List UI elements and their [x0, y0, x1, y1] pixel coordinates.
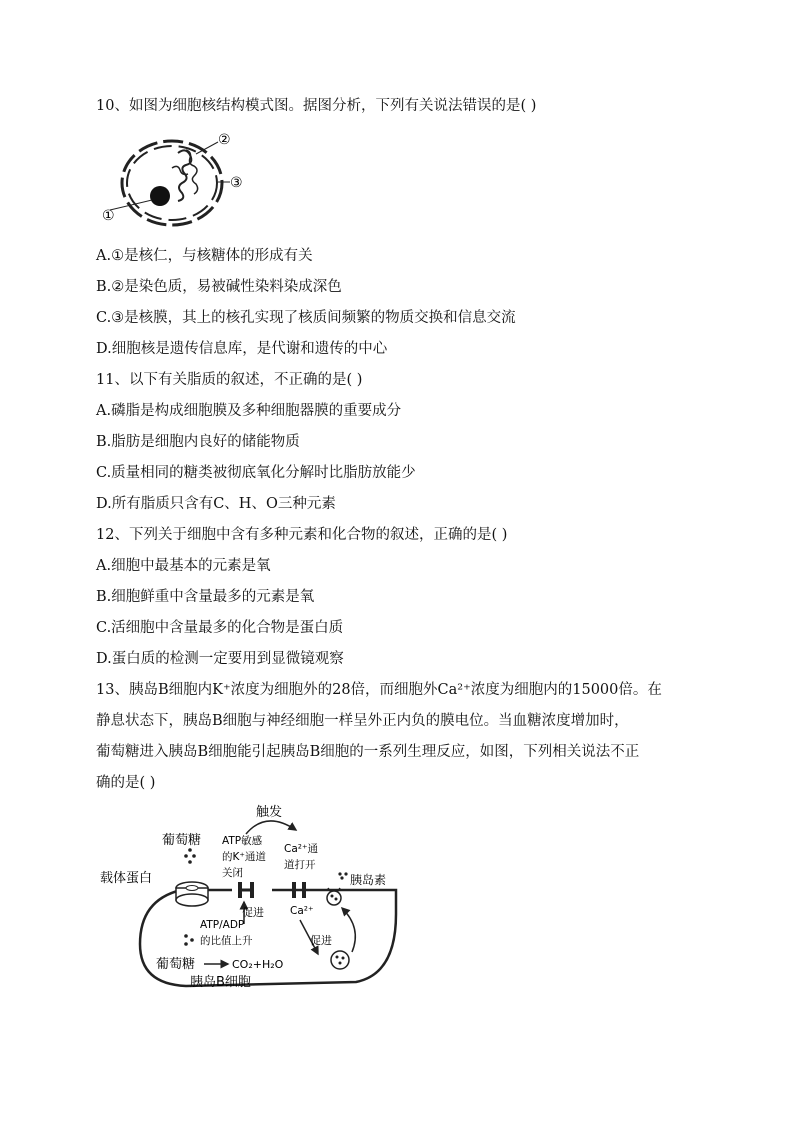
nucleus-diagram: [100, 128, 260, 228]
question-13-stem-line-1: 13、胰岛B细胞内K⁺浓度为细胞外的28倍，而细胞外Ca²⁺浓度为细胞内的15000倍。在: [96, 682, 662, 698]
label-ca-channel-2: 道打开: [284, 859, 316, 871]
label-cell-name: 胰岛B细胞: [190, 975, 251, 990]
label-glucose-top: 葡萄糖: [162, 833, 202, 848]
question-12-stem: 12、下列关于细胞中含有多种元素和化合物的叙述，正确的是( ): [96, 527, 508, 543]
question-11-option-c: C.质量相同的糖类被彻底氧化分解时比脂肪放能少: [96, 465, 416, 481]
question-13-stem-line-3: 葡萄糖进入胰岛B细胞能引起胰岛B细胞的一系列生理反应，如图，下列相关说法不正: [96, 744, 640, 760]
question-13-stem-line-2: 静息状态下，胰岛B细胞与神经细胞一样呈外正内负的膜电位。当血糖浓度增加时，: [96, 713, 629, 729]
label-1: ①: [102, 208, 115, 224]
label-trigger: 触发: [256, 805, 283, 820]
question-10-option-d: D.细胞核是遗传信息库，是代谢和遗传的中心: [96, 341, 388, 357]
question-11-stem: 11、以下有关脂质的叙述，不正确的是( ): [96, 372, 363, 388]
question-11-option-a: A.磷脂是构成细胞膜及多种细胞器膜的重要成分: [96, 403, 402, 419]
label-insulin: 胰岛素: [350, 873, 387, 887]
label-ca-channel-1: Ca²⁺通: [284, 843, 319, 855]
label-carrier-protein: 载体蛋白: [100, 871, 153, 886]
islet-cell-diagram: [96, 804, 416, 999]
question-10-option-b: B.②是染色质，易被碱性染料染成深色: [96, 279, 342, 295]
question-10-option-a: A.①是核仁，与核糖体的形成有关: [96, 248, 313, 264]
question-11-option-d: D.所有脂质只含有C、H、O三种元素: [96, 496, 336, 512]
label-products: CO₂+H₂O: [232, 958, 284, 971]
label-glucose-inside: 葡萄糖: [156, 957, 196, 972]
question-10-stem: 10、如图为细胞核结构模式图。据图分析，下列有关说法错误的是( ): [96, 98, 537, 114]
label-atp-sensitive-1: ATP敏感: [222, 835, 263, 847]
label-3: ③: [230, 175, 243, 191]
question-10-option-c: C.③是核膜，其上的核孔实现了核质间频繁的物质交换和信息交流: [96, 310, 516, 326]
label-promote-2: 促进: [310, 934, 332, 947]
label-atp-sensitive-3: 关闭: [222, 867, 243, 879]
question-11-option-b: B.脂肪是细胞内良好的储能物质: [96, 434, 300, 450]
question-13-stem-line-4: 确的是( ): [96, 775, 156, 791]
question-12-option-b: B.细胞鲜重中含量最多的元素是氧: [96, 589, 315, 605]
label-2: ②: [218, 132, 231, 148]
label-atp-adp-1: ATP/ADP: [200, 919, 245, 931]
question-12-option-d: D.蛋白质的检测一定要用到显微镜观察: [96, 651, 344, 667]
label-atp-sensitive-2: 的K⁺通道: [222, 851, 266, 863]
label-atp-adp-2: 的比值上升: [200, 935, 253, 947]
question-12-option-c: C.活细胞中含量最多的化合物是蛋白质: [96, 620, 344, 636]
label-promote-1: 促进: [242, 906, 264, 919]
question-12-option-a: A.细胞中最基本的元素是氧: [96, 558, 271, 574]
label-ca-ion: Ca²⁺: [290, 905, 314, 917]
